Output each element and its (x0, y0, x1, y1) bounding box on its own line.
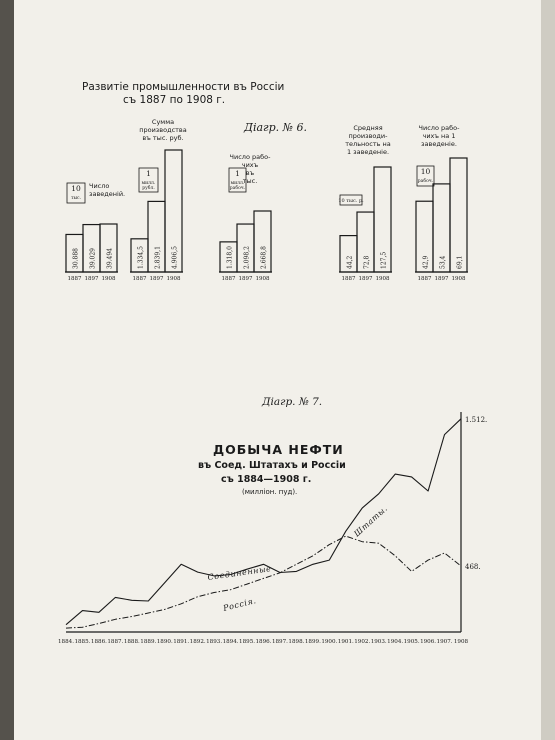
panel-label: тельность на (345, 140, 391, 148)
scale-box-label: рабоч. (417, 179, 434, 184)
panel-label: заведеніе. (421, 140, 457, 148)
bar-category-label: 1908 (101, 276, 116, 282)
oil-chart-title: ДОБЫЧА НЕФТИ (213, 442, 344, 457)
panel-label: чихъ на 1 (422, 132, 456, 140)
bar-panel-production (130, 118, 187, 282)
x-tick-label: 1896. (255, 639, 272, 645)
bar-category-label: 1908 (375, 276, 390, 282)
bar-value-label: 127,5 (380, 251, 388, 269)
bar-value-label: 2.098,2 (243, 246, 251, 269)
bar-category-label: 1887 (132, 276, 147, 282)
scale-box-label: милл. (141, 181, 156, 186)
oil-chart-subtitle-years: съ 1884—1908 г. (221, 474, 312, 485)
bar-value-label: 2.668,8 (260, 246, 268, 269)
x-tick-label: 1899. (304, 639, 321, 645)
panel-label: производи- (348, 132, 388, 140)
bar-value-label: 39.029 (89, 248, 97, 269)
series-line-russia (66, 536, 461, 628)
x-tick-label: 1898. (288, 639, 305, 645)
series-label-usa-1: Соединенные (207, 564, 272, 582)
scale-box-label: рубл. (142, 186, 155, 191)
x-tick-label: 1892. (189, 639, 206, 645)
panel-label: въ тыс. руб. (142, 134, 184, 142)
bar-value-label: 4.906,5 (171, 246, 179, 269)
panel-label: Число рабо- (229, 153, 271, 161)
bar-value-label: 42,9 (422, 255, 430, 269)
x-tick-label: 1886. (90, 639, 107, 645)
bar-category-label: 1908 (451, 276, 466, 282)
bar-panel-workers_per_est (415, 124, 468, 282)
diagram-6-label: Діагр. № 6. (244, 121, 308, 134)
oil-chart-subtitle: въ Соед. Штатахъ и Россіи (198, 460, 346, 471)
x-tick-label: 1885. (74, 639, 91, 645)
scale-box-label: 1 (146, 169, 151, 178)
x-tick-label: 1884. (57, 639, 75, 645)
x-tick-label: 1889. (140, 639, 157, 645)
bar-value-label: 39.494 (106, 248, 114, 269)
x-tick-label: 1908 (453, 639, 469, 645)
x-tick-label: 1887. (107, 639, 124, 645)
bar-panels (65, 118, 468, 282)
series-end-label: 468. (465, 563, 481, 571)
x-tick-label: 1902. (354, 639, 371, 645)
bar-value-label: 72,8 (363, 255, 371, 269)
bar-category-label: 1908 (255, 276, 270, 282)
series-label-usa-2: Штаты. (352, 503, 390, 539)
bar-category-label: 1887 (67, 276, 82, 282)
bar-value-label: 1.334,5 (137, 246, 145, 269)
x-tick-label: 1894. (222, 639, 239, 645)
bar-value-label: 53,4 (439, 255, 447, 269)
series-end-label: 1.512. (465, 415, 488, 424)
x-tick-label: 1904. (387, 639, 404, 645)
series-label-russia: Россія. (222, 596, 258, 613)
x-tick-label: 1903. (370, 639, 387, 645)
scale-box-label: рабоч. (229, 186, 246, 191)
bar-value-label: 69,1 (456, 255, 464, 269)
bar-value-label: 44,2 (346, 255, 354, 269)
panel-label: Число (89, 182, 110, 190)
scale-box-label: 10 (420, 167, 431, 176)
x-tick-label: 1901. (337, 639, 354, 645)
panel-label: Число рабо- (418, 124, 460, 132)
diagram-6-subtitle: съ 1887 по 1908 г. (123, 94, 226, 106)
x-tick-label: 1891. (173, 639, 190, 645)
x-tick-label: 1895. (239, 639, 256, 645)
panel-label: заведеній. (89, 190, 126, 198)
scale-box-label: тыс. (70, 196, 82, 201)
bar-category-label: 1887 (221, 276, 236, 282)
scale-box-label: 1 (235, 169, 240, 178)
bar-category-label: 1897 (238, 276, 253, 282)
x-tick-label: 1907. (436, 639, 453, 645)
bar-panel-workers (219, 153, 272, 282)
x-tick-label: 1888. (123, 639, 140, 645)
panel-label: Сумма (151, 118, 175, 126)
oil-chart-unit: (миллiон. пуд). (242, 488, 298, 496)
scale-box-label: 10 (71, 184, 81, 193)
panel-label: въ (245, 169, 255, 177)
panel-label: Средняя (353, 124, 383, 132)
bar-panel-avg_production (338, 124, 392, 282)
x-tick-label: 1890. (156, 639, 173, 645)
bar-value-label: 2.839,1 (154, 246, 162, 269)
bar-category-label: 1887 (417, 276, 432, 282)
x-tick-label: 1905. (403, 639, 420, 645)
bar-category-label: 1887 (341, 276, 356, 282)
bar (450, 158, 467, 272)
bar-value-label: 1.318,0 (226, 246, 234, 269)
scale-box-label: милл. (230, 181, 245, 186)
panel-label: производства (139, 126, 187, 134)
bar-category-label: 1908 (166, 276, 181, 282)
x-tick-label: 1900. (321, 639, 338, 645)
panel-label: 1 заведеніе. (346, 148, 390, 156)
x-tick-label: 1893. (206, 639, 223, 645)
x-tick-label: 1906. (420, 639, 437, 645)
panel-label: чихъ (241, 161, 259, 169)
x-tick-label: 1897. (271, 639, 288, 645)
bar-panel-establishments (65, 182, 125, 282)
bar-category-label: 1897 (84, 276, 99, 282)
diagram-6-title: Развитіе промышленности въ Россіи (82, 81, 285, 93)
scale-box-label: 10 тыс. р. (338, 198, 364, 204)
bar-category-label: 1897 (434, 276, 449, 282)
panel-label: тыс. (242, 177, 258, 185)
diagram-7-label: Діагр. № 7. (262, 396, 323, 408)
bar-value-label: 30.888 (72, 248, 80, 269)
bar-category-label: 1897 (358, 276, 373, 282)
bar-category-label: 1897 (149, 276, 164, 282)
